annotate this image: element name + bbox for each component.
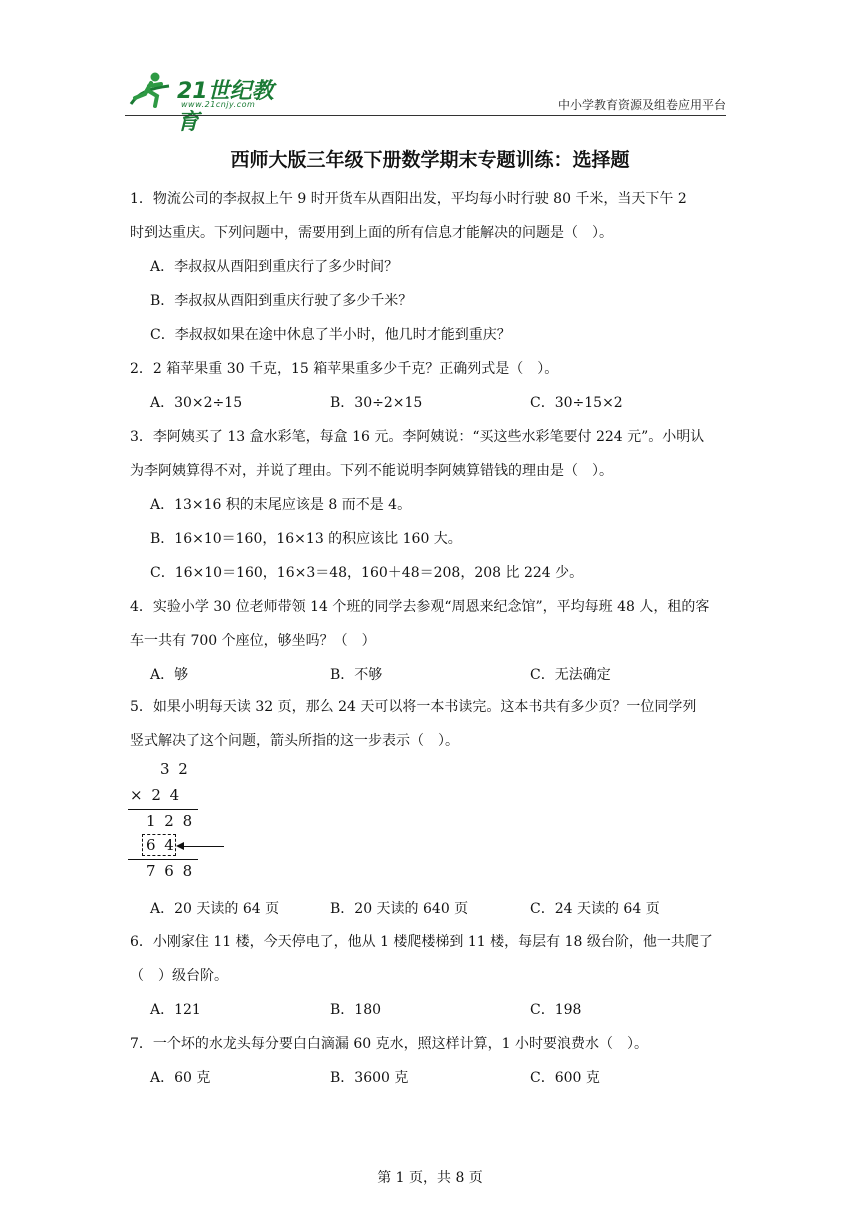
question-4-option-c[interactable]: C．无法确定	[530, 667, 611, 683]
question-3-line-1: 3．李阿姨买了 13 盒水彩笔，每盒 16 元。李阿姨说：“买这些水彩笔要付 224 元”。小明认	[130, 429, 705, 445]
question-7-line-1: 7．一个坏的水龙头每分要白白滴漏 60 克水，照这样计算，1 小时要浪费水（ ）。	[130, 1036, 648, 1052]
question-3-line-2: 为李阿姨算得不对，并说了理由。下列不能说明李阿姨算错钱的理由是（ ）。	[130, 463, 613, 479]
question-5-option-c[interactable]: C．24 天读的 64 页	[530, 901, 660, 917]
question-6-option-a[interactable]: A．121	[150, 1002, 201, 1018]
question-2-option-a[interactable]: A．30×2÷15	[150, 395, 243, 411]
question-2-line-1: 2．2 箱苹果重 30 千克，15 箱苹果重多少千克？正确列式是（ ）。	[130, 361, 559, 377]
question-5-option-a[interactable]: A．20 天读的 64 页	[150, 901, 280, 917]
question-7-option-c[interactable]: C．600 克	[530, 1070, 600, 1086]
calc-rule-2	[128, 859, 198, 860]
question-5-line-2: 竖式解决了这个问题，箭头所指的这一步表示（ ）。	[130, 733, 459, 749]
arrow-shaft	[182, 846, 224, 847]
question-2-option-b[interactable]: B．30÷2×15	[330, 395, 423, 411]
question-4-line-2: 车一共有 700 个座位，够坐吗？（ ）	[130, 633, 376, 649]
question-1-option-c[interactable]: C．李叔叔如果在途中休息了半小时，他几时才能到重庆？	[150, 327, 511, 343]
calc-product: 7 6 8	[146, 862, 195, 880]
logo-wordmark: 21世纪教育	[177, 79, 274, 135]
question-2-option-c[interactable]: C．30÷15×2	[530, 395, 623, 411]
question-7-option-b[interactable]: B．3600 克	[330, 1070, 409, 1086]
calc-partial-1: 1 2 8	[146, 812, 195, 830]
page-header	[125, 68, 726, 135]
question-4-option-a[interactable]: A．够	[150, 667, 189, 683]
question-6-option-b[interactable]: B．180	[330, 1002, 382, 1018]
question-6-line-1: 6．小刚家住 11 楼，今天停电了，他从 1 楼爬楼梯到 11 楼，每层有 18 级台阶，他一共爬了	[130, 934, 713, 950]
logo-url: www.21cnjy.com	[181, 100, 256, 109]
runner-logo-icon	[125, 70, 175, 112]
question-4-option-b[interactable]: B．不够	[330, 667, 383, 683]
question-7-option-a[interactable]: A．60 克	[150, 1070, 211, 1086]
platform-name: 中小学教育资源及组卷应用平台	[557, 98, 726, 112]
question-3-option-a[interactable]: A．13×16 积的末尾应该是 8 而不是 4。	[150, 497, 412, 513]
question-1-option-b[interactable]: B．李叔叔从酉阳到重庆行驶了多少千米？	[150, 293, 413, 309]
logo	[125, 68, 295, 135]
question-6-option-c[interactable]: C．198	[530, 1002, 582, 1018]
header-divider	[125, 115, 726, 116]
question-5-line-1: 5．如果小明每天读 32 页，那么 24 天可以将一本书读完。这本书共有多少页？一位同学列	[130, 699, 697, 715]
vertical-multiplication	[128, 760, 238, 890]
calc-partial-2: 6 4	[146, 836, 176, 854]
question-5-option-b[interactable]: B．20 天读的 640 页	[330, 901, 469, 917]
question-3-option-c[interactable]: C．16×10＝160，16×3＝48，160＋48＝208，208 比 224 少。	[150, 565, 584, 581]
question-3-option-b[interactable]: B．16×10＝160，16×13 的积应该比 160 大。	[150, 531, 462, 547]
question-1-line-2: 时到达重庆。下列问题中，需要用到上面的所有信息才能解决的问题是（ ）。	[130, 225, 613, 241]
question-4-line-1: 4．实验小学 30 位老师带领 14 个班的同学去参观“周恩来纪念馆”，平均每班 48 人，租的客	[130, 599, 710, 615]
calc-multiplicand: 3 2	[160, 760, 190, 778]
question-6-line-2: （ ）级台阶。	[130, 968, 228, 984]
calc-multiplier: × 2 4	[130, 786, 182, 804]
question-1-option-a[interactable]: A．李叔叔从酉阳到重庆行了多少时间？	[150, 259, 399, 275]
question-1-line-1: 1．物流公司的李叔叔上午 9 时开货车从酉阳出发，平均每小时行驶 80 千米，当天下午 2	[130, 191, 687, 207]
page-title: 西师大版三年级下册数学期末专题训练：选择题	[230, 149, 630, 171]
calc-rule-1	[128, 809, 198, 810]
page-number: 第 1 页，共 8 页	[377, 1170, 483, 1186]
